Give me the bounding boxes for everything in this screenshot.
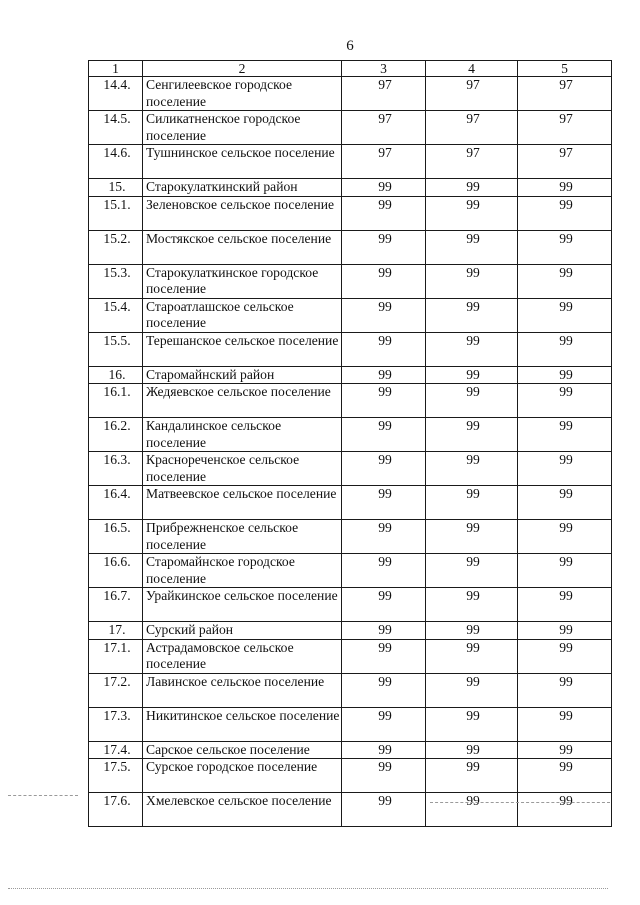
value-col3: 99 (342, 741, 426, 759)
value-col4: 99 (426, 639, 518, 673)
settlement-name: Сурское городское поселение (143, 759, 342, 793)
table-row (89, 622, 612, 640)
value-col5: 99 (518, 332, 612, 366)
table-row (89, 298, 612, 332)
settlement-name: Терешанское сельское поселение (143, 332, 342, 366)
settlement-name: Мостякское сельское поселение (143, 230, 342, 264)
settlement-name: Тушнинское сельское поселение (143, 145, 342, 179)
row-number: 16.6. (89, 554, 143, 588)
value-col4: 99 (426, 673, 518, 707)
value-col3: 99 (342, 639, 426, 673)
table-row (89, 452, 612, 486)
value-col3: 99 (342, 298, 426, 332)
value-col4: 99 (426, 554, 518, 588)
value-col3: 99 (342, 366, 426, 384)
value-col4: 97 (426, 77, 518, 111)
value-col4: 99 (426, 759, 518, 793)
value-col5: 99 (518, 230, 612, 264)
table-row (89, 111, 612, 145)
value-col3: 99 (342, 588, 426, 622)
value-col5: 97 (518, 77, 612, 111)
row-number: 16.2. (89, 418, 143, 452)
row-number: 15.5. (89, 332, 143, 366)
row-number: 14.5. (89, 111, 143, 145)
value-col4: 99 (426, 179, 518, 197)
value-col5: 99 (518, 707, 612, 741)
table-row (89, 332, 612, 366)
value-col3: 99 (342, 332, 426, 366)
value-col3: 99 (342, 793, 426, 827)
row-number: 17. (89, 622, 143, 640)
value-col4: 99 (426, 384, 518, 418)
row-number: 16.7. (89, 588, 143, 622)
value-col5: 99 (518, 298, 612, 332)
settlement-name: Старомайнский район (143, 366, 342, 384)
row-number: 16.1. (89, 384, 143, 418)
table-row (89, 486, 612, 520)
value-col3: 99 (342, 264, 426, 298)
row-number: 15. (89, 179, 143, 197)
row-number: 16.3. (89, 452, 143, 486)
value-col3: 99 (342, 230, 426, 264)
settlement-name: Старомайнское городское поселение (143, 554, 342, 588)
settlement-name: Старокулаткинское городское поселение (143, 264, 342, 298)
value-col4: 99 (426, 520, 518, 554)
table-row (89, 179, 612, 197)
value-col4: 99 (426, 741, 518, 759)
value-col5: 97 (518, 145, 612, 179)
row-number: 17.2. (89, 673, 143, 707)
settlement-name: Сарское сельское поселение (143, 741, 342, 759)
value-col5: 99 (518, 486, 612, 520)
settlement-name: Краснореченское сельское поселение (143, 452, 342, 486)
settlement-name: Матвеевское сельское поселение (143, 486, 342, 520)
column-header: 3 (342, 61, 426, 77)
row-number: 15.2. (89, 230, 143, 264)
settlement-name: Никитинское сельское поселение (143, 707, 342, 741)
scan-mark (430, 802, 610, 803)
settlement-name: Сенгилеевское городское поселение (143, 77, 342, 111)
table-row (89, 639, 612, 673)
settlement-name: Силикатненское городское поселение (143, 111, 342, 145)
table-row (89, 366, 612, 384)
value-col5: 97 (518, 111, 612, 145)
value-col3: 99 (342, 196, 426, 230)
settlement-name: Жедяевское сельское поселение (143, 384, 342, 418)
settlement-name: Зеленовское сельское поселение (143, 196, 342, 230)
value-col5: 99 (518, 179, 612, 197)
value-col3: 99 (342, 384, 426, 418)
value-col5: 99 (518, 196, 612, 230)
row-number: 16.5. (89, 520, 143, 554)
row-number: 17.5. (89, 759, 143, 793)
scan-mark (8, 795, 78, 796)
row-number: 16. (89, 366, 143, 384)
table-row (89, 520, 612, 554)
data-table (88, 60, 612, 827)
value-col5: 99 (518, 588, 612, 622)
value-col4: 99 (426, 264, 518, 298)
table-row (89, 793, 612, 827)
table-row (89, 707, 612, 741)
row-number: 16.4. (89, 486, 143, 520)
table-row (89, 759, 612, 793)
table-row (89, 384, 612, 418)
value-col3: 99 (342, 520, 426, 554)
settlement-name: Лавинское сельское поселение (143, 673, 342, 707)
value-col4: 99 (426, 793, 518, 827)
value-col5: 99 (518, 741, 612, 759)
table-row (89, 418, 612, 452)
table-row (89, 145, 612, 179)
value-col5: 99 (518, 673, 612, 707)
value-col3: 97 (342, 111, 426, 145)
value-col4: 99 (426, 622, 518, 640)
value-col4: 99 (426, 298, 518, 332)
page-number: 6 (346, 38, 354, 54)
column-header: 1 (89, 61, 143, 77)
value-col5: 99 (518, 384, 612, 418)
value-col5: 99 (518, 418, 612, 452)
value-col4: 97 (426, 145, 518, 179)
row-number: 15.4. (89, 298, 143, 332)
value-col4: 99 (426, 196, 518, 230)
row-number: 15.3. (89, 264, 143, 298)
value-col5: 99 (518, 639, 612, 673)
value-col3: 99 (342, 418, 426, 452)
table-row (89, 741, 612, 759)
value-col5: 99 (518, 759, 612, 793)
value-col3: 99 (342, 179, 426, 197)
value-col5: 99 (518, 366, 612, 384)
row-number: 17.4. (89, 741, 143, 759)
row-number: 17.1. (89, 639, 143, 673)
settlement-name: Астрадамовское сельское поселение (143, 639, 342, 673)
row-number: 15.1. (89, 196, 143, 230)
value-col3: 97 (342, 145, 426, 179)
settlement-name: Сурский район (143, 622, 342, 640)
value-col3: 99 (342, 622, 426, 640)
value-col4: 99 (426, 486, 518, 520)
value-col3: 99 (342, 452, 426, 486)
value-col4: 99 (426, 418, 518, 452)
settlement-name: Хмелевское сельское поселение (143, 793, 342, 827)
value-col5: 99 (518, 622, 612, 640)
table-row (89, 196, 612, 230)
table-row (89, 673, 612, 707)
row-number: 14.6. (89, 145, 143, 179)
value-col5: 99 (518, 452, 612, 486)
value-col4: 99 (426, 366, 518, 384)
value-col4: 97 (426, 111, 518, 145)
column-header: 4 (426, 61, 518, 77)
table-row (89, 554, 612, 588)
value-col3: 99 (342, 759, 426, 793)
scan-mark (8, 888, 608, 889)
value-col3: 97 (342, 77, 426, 111)
value-col3: 99 (342, 486, 426, 520)
value-col4: 99 (426, 588, 518, 622)
value-col5: 99 (518, 793, 612, 827)
table-row (89, 77, 612, 111)
value-col5: 99 (518, 264, 612, 298)
row-number: 17.6. (89, 793, 143, 827)
table-row (89, 230, 612, 264)
value-col4: 99 (426, 452, 518, 486)
value-col5: 99 (518, 520, 612, 554)
value-col3: 99 (342, 673, 426, 707)
settlement-name: Старокулаткинский район (143, 179, 342, 197)
settlement-name: Староатлашское сельское поселение (143, 298, 342, 332)
value-col4: 99 (426, 332, 518, 366)
row-number: 14.4. (89, 77, 143, 111)
value-col3: 99 (342, 707, 426, 741)
column-header: 2 (143, 61, 342, 77)
table-header-row (89, 61, 612, 77)
value-col4: 99 (426, 230, 518, 264)
value-col3: 99 (342, 554, 426, 588)
value-col4: 99 (426, 707, 518, 741)
column-header: 5 (518, 61, 612, 77)
settlement-name: Прибрежненское сельское поселение (143, 520, 342, 554)
table-row (89, 588, 612, 622)
row-number: 17.3. (89, 707, 143, 741)
settlement-name: Кандалинское сельское поселение (143, 418, 342, 452)
value-col5: 99 (518, 554, 612, 588)
table-row (89, 264, 612, 298)
settlement-name: Урайкинское сельское поселение (143, 588, 342, 622)
